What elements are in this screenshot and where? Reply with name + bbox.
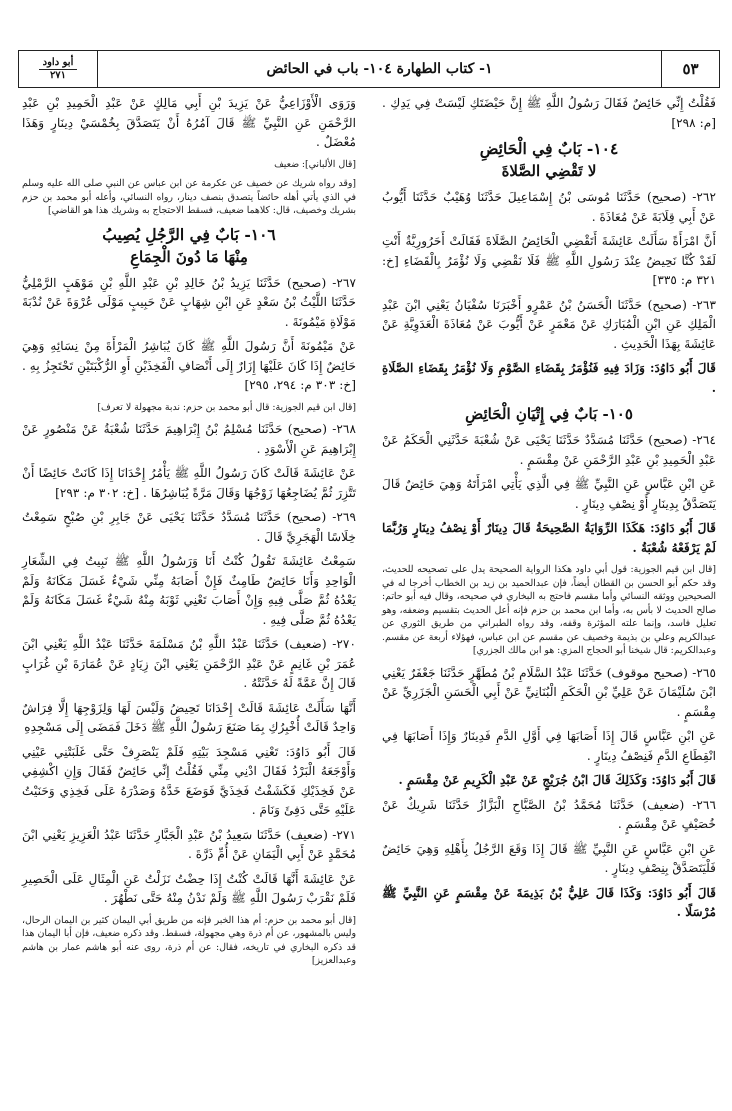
abu-dawud-comment: قَالَ أَبُو دَاوُدَ: وَكَذَا قَالَ عَلِيُّ بْنُ بَذِيمَةَ عَنْ مِقْسَمٍ عَنِ النَّبِيِّ ﷺ مُرْسَلًا . — [382, 885, 716, 919]
paragraph: وَرَوَى الْأَوْزَاعِيُّ عَنْ يَزِيدَ بْنِ أَبِي مَالِكٍ عَنْ عَبْدِ الْحَمِيدِ بْنِ عَبْدِ الرَّحْمَنِ عَنِ النَّبِيِّ ﷺ قَالَ آمُرُهُ أَنْ يَتَصَدَّقَ بِخُمْسَيْ دِينَارٍ وَهَذَا مُعْضَلٌ . — [22, 96, 356, 149]
hadith-268-text: عَنْ عَائِشَةَ قَالَتْ كَانَ رَسُولُ اللَّهِ ﷺ يَأْمُرُ إِحْدَانَا إِذَا كَانَتْ حَائِضًا أَنْ تَتَّزِرَ ثُمَّ يُضَاجِعُهَا زَوْجُهَا وَقَالَ مَرَّةً يُبَاشِرُهَا . [خ: ٣٠٢ م: ٢٩٣] — [22, 466, 356, 500]
chapter-subheading-104: لا تَقْضِي الصَّلاةَ — [501, 162, 597, 180]
paragraph: فَقُلْتُ إِنِّي حَائِضٌ فَقَالَ رَسُولُ اللَّهِ ﷺ إِنَّ حَيْضَتَكِ لَيْسَتْ فِي يَدِكِ . [م: ٢٩٨] — [382, 96, 716, 130]
hadith-266: ٢٦٦- (ضعيف) حَدَّثَنَا مُحَمَّدُ بْنُ الصَّبَّاحِ الْبَزَّازُ حَدَّثَنَا شَرِيكٌ عَنْ خُصَيْفٍ عَنْ مِقْسَمٍ . — [382, 797, 716, 831]
hadith-265-text: عَنِ ابْنِ عَبَّاسٍ قَالَ إِذَا أَصَابَهَا فِي أَوَّلِ الدَّمِ فَدِينَارٌ وَإِذَا أَصَابَهَا فِي انْقِطَاعِ الدَّمِ فَنِصْفُ دِينَارٍ . — [382, 729, 716, 763]
volume-ref: ٢٧١ — [49, 69, 67, 81]
chapter-title: ١- كتاب الطهارة ١٠٤- باب في الحائض — [97, 51, 661, 87]
chapter-subheading-106: مِنْهَا مَا دُونَ الْجِمَاعِ — [130, 247, 248, 266]
chapter-heading-104: ١٠٤- بَابٌ فِي الْحَائِضِ — [479, 139, 619, 158]
right-column — [378, 92, 720, 1102]
hadith-265: ٢٦٥- (صحيح موقوف) حَدَّثَنَا عَبْدُ السَّلَامِ بْنُ مُطَهَّرٍ حَدَّثَنَا جَعْفَرٌ يَعْنِي ابْنَ سُلَيْمَانَ عَنْ عَلِيِّ بْنِ الْحَكَمِ الْبُنَانِيِّ عَنْ أَبِي الْحَسَنِ الْجَزَرِيِّ عَنْ مِقْسَمٍ . — [382, 665, 716, 719]
hadith-267: ٢٦٧- (صحيح) حَدَّثَنَا يَزِيدُ بْنُ خَالِدِ بْنِ عَبْدِ اللَّهِ بْنِ مَوْهَبٍ الرَّمْلِيُّ حَدَّثَنَا اللَّيْثُ بْنُ سَعْدٍ عَنِ ابْنِ شِهَابٍ عَنْ حَبِيبٍ مَوْلَى عُرْوَةَ عَنْ نُدْبَةَ مَوْلَاةِ مَيْمُونَةَ . — [22, 275, 356, 329]
chapter-heading-105: ١٠٥- بَابٌ فِي إِتْيَانِ الْحَائِضِ — [465, 405, 633, 423]
hadith-269: ٢٦٩- (صحيح) حَدَّثَنَا مُسَدَّدٌ حَدَّثَنَا يَحْيَى عَنْ جَابِرِ بْنِ صُبْحٍ سَمِعْتُ خِلَاسًا الْهَجَرِيَّ قَالَ . — [22, 510, 356, 544]
text-columns — [18, 92, 720, 1102]
hadith-271: ٢٧١- (ضعيف) حَدَّثَنَا سَعِيدُ بْنُ عَبْدِ الْجَبَّارِ حَدَّثَنَا عَبْدُ الْعَزِيزِ يَعْنِي ابْنَ مُحَمَّدٍ عَنْ أَبِي الْيَمَانِ عَنْ أُمِّ ذَرَّةَ . — [22, 827, 356, 861]
book-reference — [19, 51, 97, 87]
page-number: ٥٣ — [661, 51, 719, 87]
footnote: [قال ابن قيم الجوزية: قال أبو محمد بن حزم: ندبة مجهولة لا تعرف] — [97, 401, 356, 413]
hadith-264-text: عَنِ ابْنِ عَبَّاسٍ عَنِ النَّبِيِّ ﷺ فِي الَّذِي يَأْتِي امْرَأَتَهُ وَهِيَ حَائِضٌ قَالَ يَتَصَدَّقُ بِدِينَارٍ أَوْ نِصْفِ دِينَارٍ . — [382, 477, 716, 511]
book-name: أبو داود — [39, 57, 78, 70]
footnote: [قال ابن قيم الجوزية: قول أبي داود هكذا الرواية الصحيحة يدل على تصحيحه للحديث، وقد حكم أبو الحسن بن القطان أيضاً، فإن عبدالحميد بن زيد بن الخطاب أخرجا له في الصحيحين ووثقه النسائي وأما مقسم فاحتج به البخاري في صحيحه، وقال فيه أبو حاتم: صالح الحديث لا بأس به، وأما ابن محمد بن حزم فإنه أعل الحديث بتقسيم وضعفه، وهو تعليل فاسد، وإنما علته المؤثرة وقفه، وقد رواه الطبراني من طريق الثوري عن عبدالكريم وعلي بن بذيمة وخصيف عن مقسم عن ابن عباس، فهؤلاء أربعة عن مقسم. وعبدالكريم: قال شيخنا أبو الحجاج المزي: هو ابن مالك الجزري] — [382, 564, 716, 656]
hadith-262-text: أَنَّ امْرَأَةً سَأَلَتْ عَائِشَةَ أَتَقْضِي الْحَائِضُ الصَّلَاةَ فَقَالَتْ أَحَرُورِيَّةٌ أَنْتِ لَقَدْ كُنَّا نَحِيضُ عِنْدَ رَسُولِ اللَّهِ ﷺ فَلَا نَقْضِي وَلَا نُؤْمَرُ بِالْقَضَاءِ [خ: ٣٢١ م: ٣٣٥] — [382, 234, 716, 287]
abu-dawud-comment: قَالَ أَبُو دَاوُدَ: وَكَذَلِكَ قَالَ ابْنُ جُرَيْجٍ عَنْ عَبْدِ الْكَرِيمِ عَنْ مِقْسَمٍ . — [398, 773, 716, 787]
hadith-264: ٢٦٤- (صحيح) حَدَّثَنَا مُسَدَّدٌ حَدَّثَنَا يَحْيَى عَنْ شُعْبَةَ حَدَّثَنِي الْحَكَمُ عَنْ عَبْدِ الْحَمِيدِ بْنِ عَبْدِ الرَّحْمَنِ عَنْ مِقْسَمٍ . — [382, 433, 716, 467]
chapter-heading-106: ١٠٦- بَابٌ فِي الرَّجُلِ يُصِيبُ — [102, 224, 276, 244]
hadith-271-text: عَنْ عَائِشَةَ أَنَّهَا قَالَتْ كُنْتُ إِذَا حِضْتُ نَزَلْتُ عَنِ الْمِثَالِ عَلَى الْحَصِيرِ فَلَمْ نَقْرَبْ رَسُولَ اللَّهِ ﷺ وَلَمْ نَدْنُ مِنْهُ حَتَّى نَطْهُرَ . — [22, 871, 356, 905]
hadith-262: ٢٦٢- (صحيح) حَدَّثَنَا مُوسَى بْنُ إِسْمَاعِيلَ حَدَّثَنَا وُهَيْبٌ حَدَّثَنَا أَيُّوبُ عَنْ أَبِي قِلَابَةَ عَنْ مُعَاذَةَ . — [382, 190, 716, 224]
page-header — [18, 50, 720, 88]
hadith-269-text: سَمِعْتُ عَائِشَةَ تَقُولُ كُنْتُ أَنَا وَرَسُولُ اللَّهِ ﷺ نَبِيتُ فِي الشِّعَارِ الْوَاحِدِ وَأَنَا حَائِضٌ طَامِثٌ فَإِنْ أَصَابَهُ مِنِّي شَيْءٌ غَسَلَ مَكَانَهُ وَلَمْ يَعْدُهُ ثُمَّ صَلَّى فِيهِ وَإِنْ أَصَابَ تَعْنِي ثَوْبَهُ مِنْهُ شَيْءٌ غَسَلَ مَكَانَهُ وَلَمْ يَعْدُهُ ثُمَّ صَلَّى فِيهِ . — [22, 554, 356, 627]
footnote: [وقد رواه شريك عن خصيف عن عكرمة عن ابن عباس عن النبي صلى الله عليه وسلم في الذي يأتي أهله حائضاً يتصدق بنصف دينار، رواه النسائي، وأعله أبو محمد بن حزم بشريك وخصيف، قال: كلاهما ضعيف، فسقط الاحتجاج به وشريك هذا هو القاضي] — [22, 178, 356, 216]
hadith-270-text: أَنَّهَا سَأَلَتْ عَائِشَةَ قَالَتْ إِحْدَانَا تَحِيضُ وَلَيْسَ لَهَا وَلِزَوْجِهَا إِلَّا فِرَاشٌ وَاحِدٌ قَالَتْ أُخْبِرُكِ بِمَا صَنَعَ رَسُولُ اللَّهِ ﷺ دَخَلَ فَمَضَى إِلَى مَسْجِدِهِ — [22, 700, 356, 734]
hadith-266-text: عَنِ ابْنِ عَبَّاسٍ عَنِ النَّبِيِّ ﷺ قَالَ إِذَا وَقَعَ الرَّجُلُ بِأَهْلِهِ وَهِيَ حَائِضٌ فَلْيَتَصَدَّقْ بِنِصْفِ دِينَارٍ . — [382, 841, 716, 875]
hadith-267-text: عَنْ مَيْمُونَةَ أَنَّ رَسُولَ اللَّهِ ﷺ كَانَ يُبَاشِرُ الْمَرْأَةَ مِنْ نِسَائِهِ وَهِيَ حَائِضٌ إِذَا كَانَ عَلَيْهَا إِزَارٌ إِلَى أَنْصَافِ الْفَخِذَيْنِ أَوِ الرُّكْبَتَيْنِ تَحْتَجِزُ بِهِ . [خ: ٣٠٣ م: ٢٩٤، ٢٩٥] — [22, 339, 356, 392]
abu-dawud-comment: قَالَ أَبُو دَاوُدَ: تَعْنِي مَسْجِدَ بَيْتِهِ فَلَمْ يَنْصَرِفْ حَتَّى غَلَبَتْنِي عَيْنِي وَأَوْجَعَهُ الْبَرْدُ فَقَالَ ادْنِي مِنِّي فَقُلْتُ إِنِّي حَائِضٌ فَقَالَ وَإِنِ اكْشِفِي عَنْ فَخِذَيْكِ فَكَشَفْتُ فَخِذَيَّ فَوَضَعَ خَدَّهُ وَصَدْرَهُ عَلَى فَخِذِي وَحَنَيْتُ عَلَيْهِ حَتَّى دَفِئَ وَنَامَ . — [22, 744, 356, 817]
footnote: [قال أبو محمد بن حزم: أم هذا الخبر فإنه من طريق أبي اليمان كثير بن اليمان الرحال، وليس بالمشهور، عن أم ذرة وهي مجهولة، فسقط. وقد ذكره ضعيف، فإن أبا اليمان هذا قد ذكره البخاري في تاريخه، فقال: عن أم ذرة، روى عنه أبو هاشم عمار بن هاشم وعبدالعزيز] — [22, 914, 356, 966]
left-column — [18, 92, 360, 1102]
hadith-263: ٢٦٣- (صحيح) حَدَّثَنَا الْحَسَنُ بْنُ عَمْرٍو أَخْبَرَنَا سُفْيَانُ يَعْنِي ابْنَ عَبْدِ الْمَلِكِ عَنِ ابْنِ الْمُبَارَكِ عَنْ مَعْمَرٍ عَنْ أَيُّوبَ عَنْ مُعَاذَةَ الْعَدَوِيَّةِ عَنْ عَائِشَةَ بِهَذَا الْحَدِيثِ . — [382, 297, 716, 351]
abu-dawud-comment: قَالَ أَبُو دَاوُدَ: وَزَادَ فِيهِ فَنُؤْمَرُ بِقَضَاءِ الصَّوْمِ وَلَا نُؤْمَرُ بِقَضَاءِ الصَّلَاةِ . — [382, 361, 716, 395]
hadith-268: ٢٦٨- (صحيح) حَدَّثَنَا مُسْلِمُ بْنُ إِبْرَاهِيمَ حَدَّثَنَا شُعْبَةُ عَنْ مَنْصُورٍ عَنْ إِبْرَاهِيمَ عَنِ الْأَسْوَدِ . — [22, 422, 356, 456]
abu-dawud-comment: قَالَ أَبُو دَاوُدَ: هَكَذَا الرِّوَايَةُ الصَّحِيحَةُ قَالَ دِينَارٌ أَوْ نِصْفُ دِينَارٍ وَرُبَّمَا لَمْ يَرْفَعْهُ شُعْبَةُ . — [382, 521, 716, 555]
albani-grade: [قال الألباني]: ضعيف — [274, 158, 356, 170]
hadith-270: ٢٧٠- (ضعيف) حَدَّثَنَا عَبْدُ اللَّهِ بْنُ مَسْلَمَةَ حَدَّثَنَا عَبْدُ اللَّهِ يَعْنِي ابْنَ عُمَرَ بْنِ غَانِمٍ عَنْ عَبْدِ الرَّحْمَنِ يَعْنِي ابْنَ زِيَادٍ عَنْ عُمَارَةَ بْنِ غُرَابٍ قَالَ إِنَّ عَمَّةً لَهُ حَدَّثَتْهُ . — [22, 637, 356, 690]
